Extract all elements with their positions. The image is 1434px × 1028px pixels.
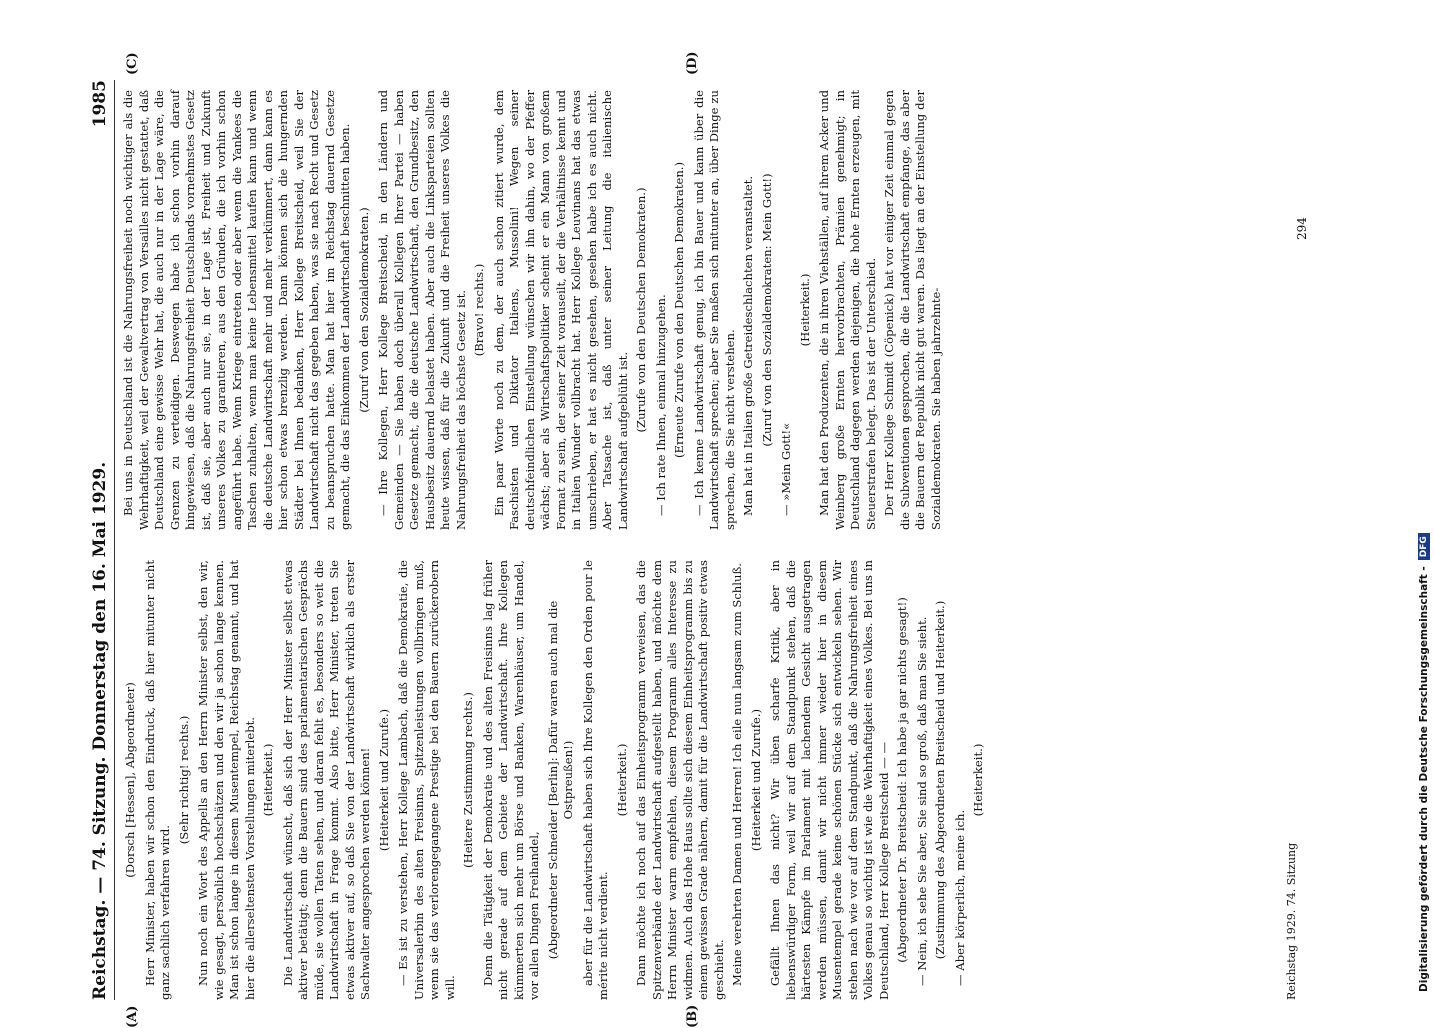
paragraph: (Heiterkeit und Zurufe.): [748, 708, 763, 852]
running-head-title: Reichstag. — 74. Sitzung. Donnerstag den 16. Mai 1929.: [89, 461, 110, 1000]
paragraph: Denn die Tätigkeit der Demokratie und des alten Freisinns lag früher nicht gerade auf dem Gebiete der Landwirtschaft. Ihre Kollegen kümmerten sich mehr um Börse und Banken, Warenhäuser, um Handel, vor allen Dingen Freihandel,: [480, 560, 541, 1000]
margin-marker-a: (A): [125, 1005, 140, 1028]
side-credit-text: Digitalisierung gefördert durch die Deutsche Forschungsgemeinschaft -: [1418, 566, 1430, 992]
paragraph: (Abgeordneter Dr. Breitscheid: Ich habe ja gar nichts gesagt!): [895, 597, 909, 963]
left-column: [121, 560, 1301, 1000]
right-column: [121, 90, 1301, 530]
paragraph: Die Landwirtschaft wünscht, daß sich der Herr Minister selbst etwas aktiver betätigt; denn die Bauern sind des parlamentarischen Gesprächs müde, sie wollen Taten sehen, und daran fehlt es, besonders so weit die Landwirtschaft in Frage kommt. Also bitte, Herr Minister, treten Sie etwas aktiver auf, so daß Sie von der Landwirtschaft wirklich als erster Sachwalter angesprochen werden können!: [280, 560, 372, 1000]
paragraph: Der Herr Kollege Schmidt (Cöpenick) hat vor einiger Zeit einmal gegen die Subventionen gesprochen, die die Landwirtschaft empfange, das aber die Bauern der Republik nicht gut waren. Das liegt an der Einstellung der Sozialdemokraten. Sie haben jahrzehnte-: [882, 90, 943, 530]
paragraph: (Heiterkeit.): [797, 273, 812, 347]
paragraph: aber für die Landwirtschaft haben sich Ihre Kollegen den Orden pour le mérite nicht verdient.: [580, 560, 610, 1000]
paragraph: — Ich kenne Landwirtschaft genug, ich bin Bauer und kann über die Landwirtschaft sprechen; aber Sie maßen sich mitunter an, über Dinge zu sprechen, die Sie nicht verstehen.: [691, 90, 737, 530]
rotated-page: [85, 51, 1325, 1028]
paragraph: — »Mein Gott!«: [779, 422, 793, 516]
paragraph: Man hat den Produzenten, die in ihren Viehställen, auf ihrem Acker und Weinberg große Ernten hervorbrachten, Prämien genehmigt; in Deutschland dagegen werden diejenigen, die hohe Ernten erzeugen, mit Steuerstrafen belegt. Das ist der Unterschied.: [817, 90, 878, 530]
paragraph: — Aber körperlich, meine ich.: [952, 809, 967, 986]
paragraph: — Ich rate Ihnen, einmal hinzugehen.: [653, 294, 668, 516]
paragraph: (Zuruf von den Sozialdemokraten: Mein Gott!): [759, 173, 774, 447]
footer-page-number: 294: [1295, 217, 1309, 240]
paragraph: Ein paar Worte noch zu dem, der auch schon zitiert wurde, dem Faschisten und Diktator Italiens, Mussolini! Wegen seiner deutschfeindlichen Einstellung wünschen wir ihn dahin, wo der Pfeffer wächst; aber als Wirtschaftspolitiker scheint er ein Mann von großem Format zu sein, der seiner Zeit vorauseilt, der die Verhältnisse kennt und in Italien Wunder vollbracht hat. Herr Kollege Leuvinans hat das etwas umschrieben, er hat es nicht gesehen, gesehen habe ich es auch nicht. Aber Tatsache ist, daß unter seiner Leitung die italienische Landwirtschaft aufgeblüht ist.: [491, 90, 630, 530]
paragraph: (Abgeordneter Schneider [Berlin]: Dafür waren auch mal die Ostpreußen!): [545, 600, 575, 960]
paragraph: Bei uns in Deutschland ist die Nahrungsfreiheit noch wichtiger als die Wehrhaftigkeit, weil der Gewaltvertrag von Versailles nicht gestattet, daß Deutschland eine gewisse Wehr hat, die auch nur in der Lage wäre, die Grenzen zu verteidigen. Deswegen habe ich schon vorhin darauf hingewiesen, daß die Nahrungsfreiheit Deutschlands vornehmstes Gesetz ist, daß sie, aber auch nur sie, in der Lage ist, Freiheit und Zukunft unseres Volkes zu garantieren, aus den Gründen, die ich vorhin schon angeführt habe. Wenn Kriege eintreten oder aber wenn die Yankees die Taschen zuhalten, wenn man keine Lebensmittel kaufen kann und wenn die deutsche Landwirtschaft mehr und mehr verkümmert, dann kann es hier schon etwas brenzlig werden. Dann können sich die hungernden Städter bei Ihnen bedanken, Herr Kollege Breitscheid, weil Sie der Landwirtschaft nicht das gegeben haben, was sie nach Recht und Gesetz zu beanspruchen hatte. Man hat hier im Reichstag dauernd Gesetze gemacht, die das Einkommen der Landwirtschaft beschnitten haben.: [121, 90, 352, 530]
paragraph: (Erneute Zurufe von den Deutschen Demokraten.): [672, 161, 686, 459]
paragraph: (Zurufe von den Deutschen Demokraten.): [634, 187, 648, 433]
paragraph: (Heiterkeit.): [261, 743, 275, 817]
margin-marker-d: (D): [685, 51, 700, 75]
paragraph: — Es ist zu verstehen, Herr Kollege Lambach, daß die Demokratie, die Universalerbin des alten Freisinns, Spitzenleistungen vollbringen muß, wenn sie das verlorengegangene Prestige bei den Bauern zurückerobern will.: [396, 560, 457, 1000]
paragraph: (Heitere Zustimmung rechts.): [461, 692, 475, 868]
paragraph: — Nein, ich sehe Sie aber, Sie sind so groß, daß man Sie sieht.: [914, 616, 929, 986]
running-head: [85, 80, 115, 1000]
paragraph: Dann möchte ich noch auf das Einheitsprogramm verweisen, das die Spitzenverbände der Landwirtschaft aufgestellt haben, und möchte dem Herrn Minister warm empfehlen, diesem Programm alles Interesse zu widmen. Auch das Hohe Haus sollte sich diesem Einheitsprogramm bis zu einem gewissen Grade nähern, damit für die Landwirtschaft positiv etwas geschieht.: [634, 560, 726, 1000]
paragraph: (Zustimmung des Abgeordneten Breitscheid und Heiterkeit.): [933, 600, 947, 960]
paragraph: Gefällt Ihnen das nicht? Wir üben scharfe Kritik, aber in liebenswürdiger Form, weil wir auf dem Standpunkt stehen, daß die härtesten Kämpfe im Parlament mit lachendem Gesicht ausgetragen werden müssen, damit wir nicht immer wieder hier in diesem Musentempel gerade keine schönen Stücke sich entwickeln sehen. Wir stehen nach wie vor auf dem Standpunkt, daß die Nahrungsfreiheit eines Volkes genau so wichtig ist wie die Wehrhaftigkeit eines Volkes. Bei uns in Deutschland, Herr Kollege Breitscheid — —: [768, 560, 891, 1000]
paragraph: (Heiterkeit und Zurufe.): [376, 708, 391, 852]
paragraph: Meine verehrten Damen und Herren! Ich eile nun langsam zum Schluß.: [730, 563, 744, 986]
dfg-logo: DFG: [1418, 533, 1430, 560]
paragraph: (Heiterkeit.): [971, 743, 985, 817]
paragraph: (Bravo! rechts.): [472, 263, 486, 357]
paragraph: (Dorsch [Hessen], Abgeordneter): [123, 682, 137, 878]
paragraph: — Ihre Kollegen, Herr Kollege Breitscheid, in den Ländern und Gemeinden — Sie haben doch überall Kollegen Ihrer Partei — haben Gesetze gemacht, die die deutsche Landwirtschaft, den Grundbesitz, den Hausbesitz dauernd belastet haben. Aber auch die Linksparteien sollten heute wissen, daß für die Zukunft und die Freiheit unseres Volkes die Nahrungsfreiheit das höchste Gesetz ist.: [376, 90, 468, 530]
paragraph: Herr Minister, haben wir schon den Eindruck, daß hier mitunter nicht ganz sachlich verfahren wird.: [142, 560, 172, 1000]
running-head-page-number: 1985: [89, 80, 110, 128]
paragraph: Nun noch ein Wort des Appells an den Herrn Minister selbst, den wir, wie gesagt, persönlich hochschätzen und den wir ja schon lange kennen. Man ist schon lange in diesem Musentempel, Reichstag genannt, und hat hier die allerseltensten Vorstellungen miterlebt.: [196, 560, 257, 1000]
paragraph: Man hat in Italien große Getreideschlachten veranstaltet.: [741, 175, 755, 516]
paragraph: (Zuruf von den Sozialdemokraten.): [356, 207, 371, 413]
side-credit: [1414, 0, 1434, 1000]
margin-marker-c: (C): [125, 52, 140, 75]
paragraph: (Heiterkeit.): [614, 743, 629, 817]
paragraph: (Sehr richtig! rechts.): [176, 715, 191, 845]
footer-session: Reichstag 1929. 74. Sitzung: [1285, 842, 1298, 1000]
margin-marker-b: (B): [685, 1004, 700, 1028]
